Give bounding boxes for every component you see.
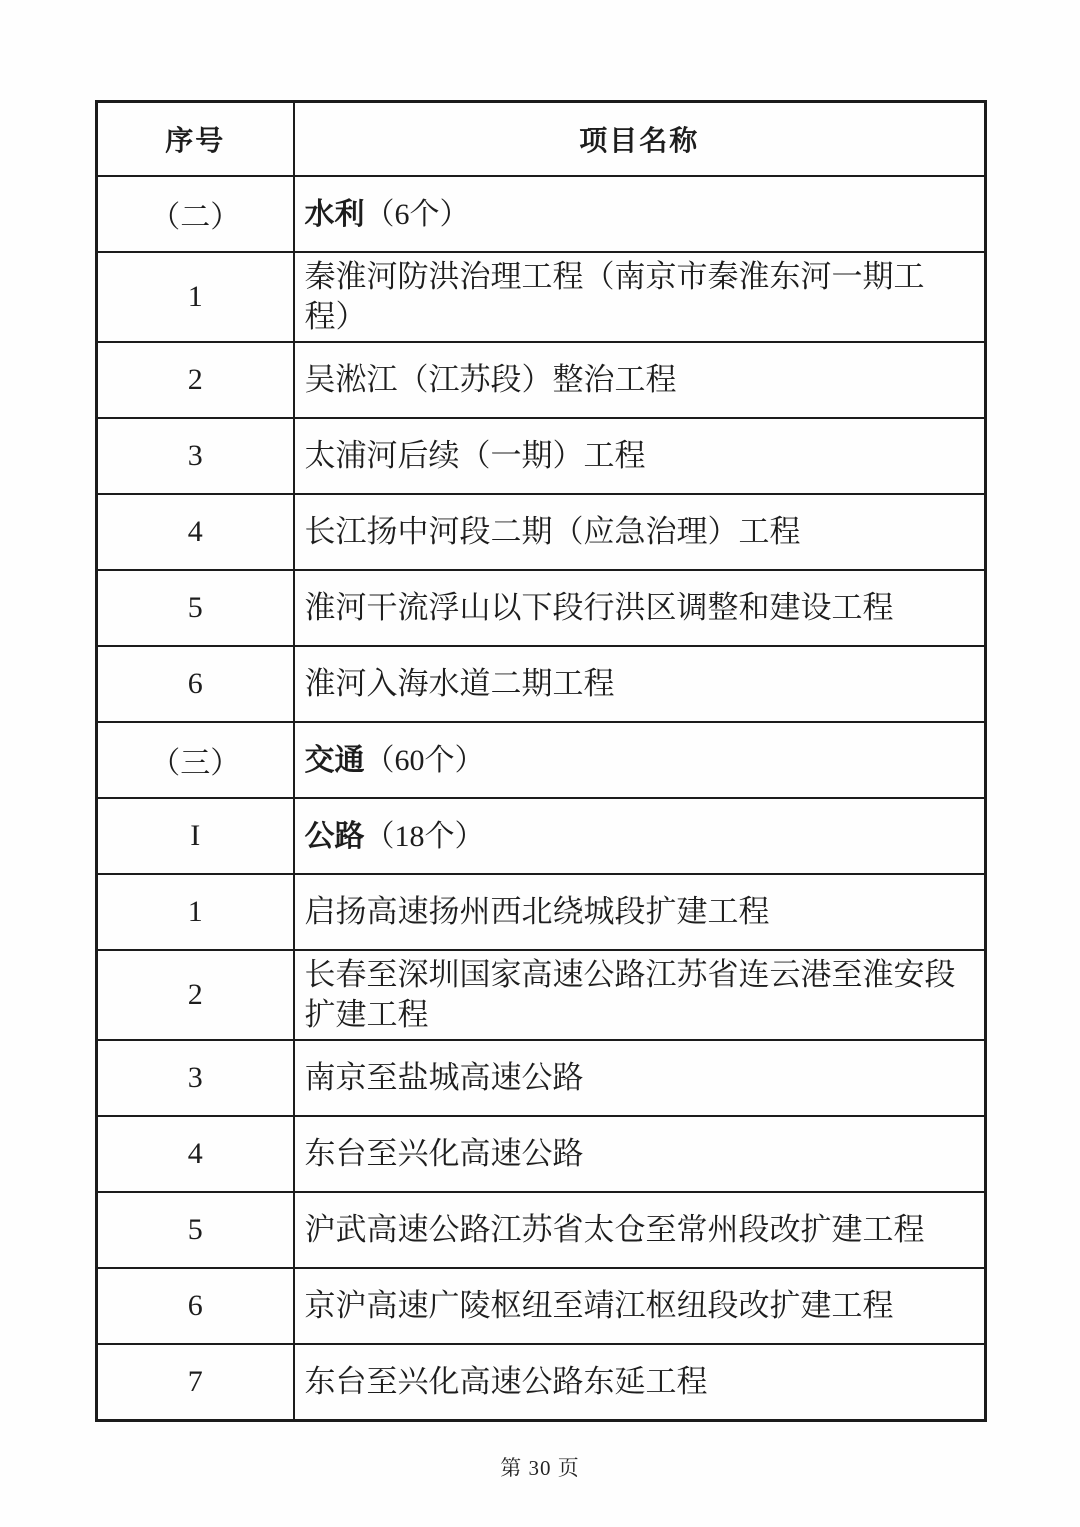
serial-number-cell: 2 xyxy=(97,950,294,1040)
table-row xyxy=(97,1040,986,1116)
header-row xyxy=(97,102,986,177)
section-row xyxy=(97,798,986,874)
table-header xyxy=(97,102,986,177)
table-row xyxy=(97,950,986,1040)
serial-number-cell: 6 xyxy=(97,1268,294,1344)
project-table xyxy=(95,100,987,1422)
table-row xyxy=(97,252,986,342)
serial-number-cell: 4 xyxy=(97,494,294,570)
section-count: （60个） xyxy=(364,743,485,777)
serial-number-cell: 1 xyxy=(97,874,294,950)
serial-number-cell: （二） xyxy=(97,176,294,252)
table-row xyxy=(97,342,986,418)
serial-number-cell: 4 xyxy=(97,1116,294,1192)
table-row xyxy=(97,1268,986,1344)
project-name-cell: 淮河入海水道二期工程 xyxy=(294,646,986,722)
project-name-cell xyxy=(294,798,986,874)
project-name-cell: 秦淮河防洪治理工程（南京市秦淮东河一期工程） xyxy=(294,252,986,342)
serial-number-cell: 7 xyxy=(97,1344,294,1421)
section-title: 公路 xyxy=(304,819,365,853)
serial-number-cell: 1 xyxy=(97,252,294,342)
project-name-cell: 东台至兴化高速公路 xyxy=(294,1116,986,1192)
serial-number-cell: 2 xyxy=(97,342,294,418)
project-name-cell xyxy=(294,722,986,798)
project-name-cell: 京沪高速广陵枢纽至靖江枢纽段改扩建工程 xyxy=(294,1268,986,1344)
section-count: （18个） xyxy=(364,819,485,853)
project-name-cell: 吴淞江（江苏段）整治工程 xyxy=(294,342,986,418)
table-row xyxy=(97,570,986,646)
project-table-body xyxy=(97,176,986,1421)
table-row xyxy=(97,1116,986,1192)
serial-number-cell: 3 xyxy=(97,1040,294,1116)
project-name-cell: 长春至深圳国家高速公路江苏省连云港至淮安段扩建工程 xyxy=(294,950,986,1040)
project-name-cell: 淮河干流浮山以下段行洪区调整和建设工程 xyxy=(294,570,986,646)
page-number-footer: 第 30 页 xyxy=(500,1456,580,1480)
project-name-cell: 沪武高速公路江苏省太仓至常州段改扩建工程 xyxy=(294,1192,986,1268)
serial-number-cell: 5 xyxy=(97,1192,294,1268)
serial-number-cell: 6 xyxy=(97,646,294,722)
section-count: （6个） xyxy=(364,197,470,231)
serial-number-cell: I xyxy=(97,798,294,874)
project-name-cell xyxy=(294,176,986,252)
serial-number-cell: （三） xyxy=(97,722,294,798)
table-row xyxy=(97,1192,986,1268)
section-row xyxy=(97,176,986,252)
project-name-cell: 启扬高速扬州西北绕城段扩建工程 xyxy=(294,874,986,950)
project-name-cell: 太浦河后续（一期）工程 xyxy=(294,418,986,494)
project-name-cell: 东台至兴化高速公路东延工程 xyxy=(294,1344,986,1421)
table-row xyxy=(97,874,986,950)
serial-number-cell: 5 xyxy=(97,570,294,646)
table-row xyxy=(97,494,986,570)
header-project-name: 项目名称 xyxy=(294,102,986,177)
section-title: 交通 xyxy=(304,743,365,777)
header-serial-number: 序号 xyxy=(97,102,294,177)
serial-number-cell: 3 xyxy=(97,418,294,494)
table-row xyxy=(97,418,986,494)
table-row xyxy=(97,646,986,722)
project-name-cell: 长江扬中河段二期（应急治理）工程 xyxy=(294,494,986,570)
section-row xyxy=(97,722,986,798)
project-name-cell: 南京至盐城高速公路 xyxy=(294,1040,986,1116)
section-title: 水利 xyxy=(304,197,365,231)
table-row xyxy=(97,1344,986,1421)
